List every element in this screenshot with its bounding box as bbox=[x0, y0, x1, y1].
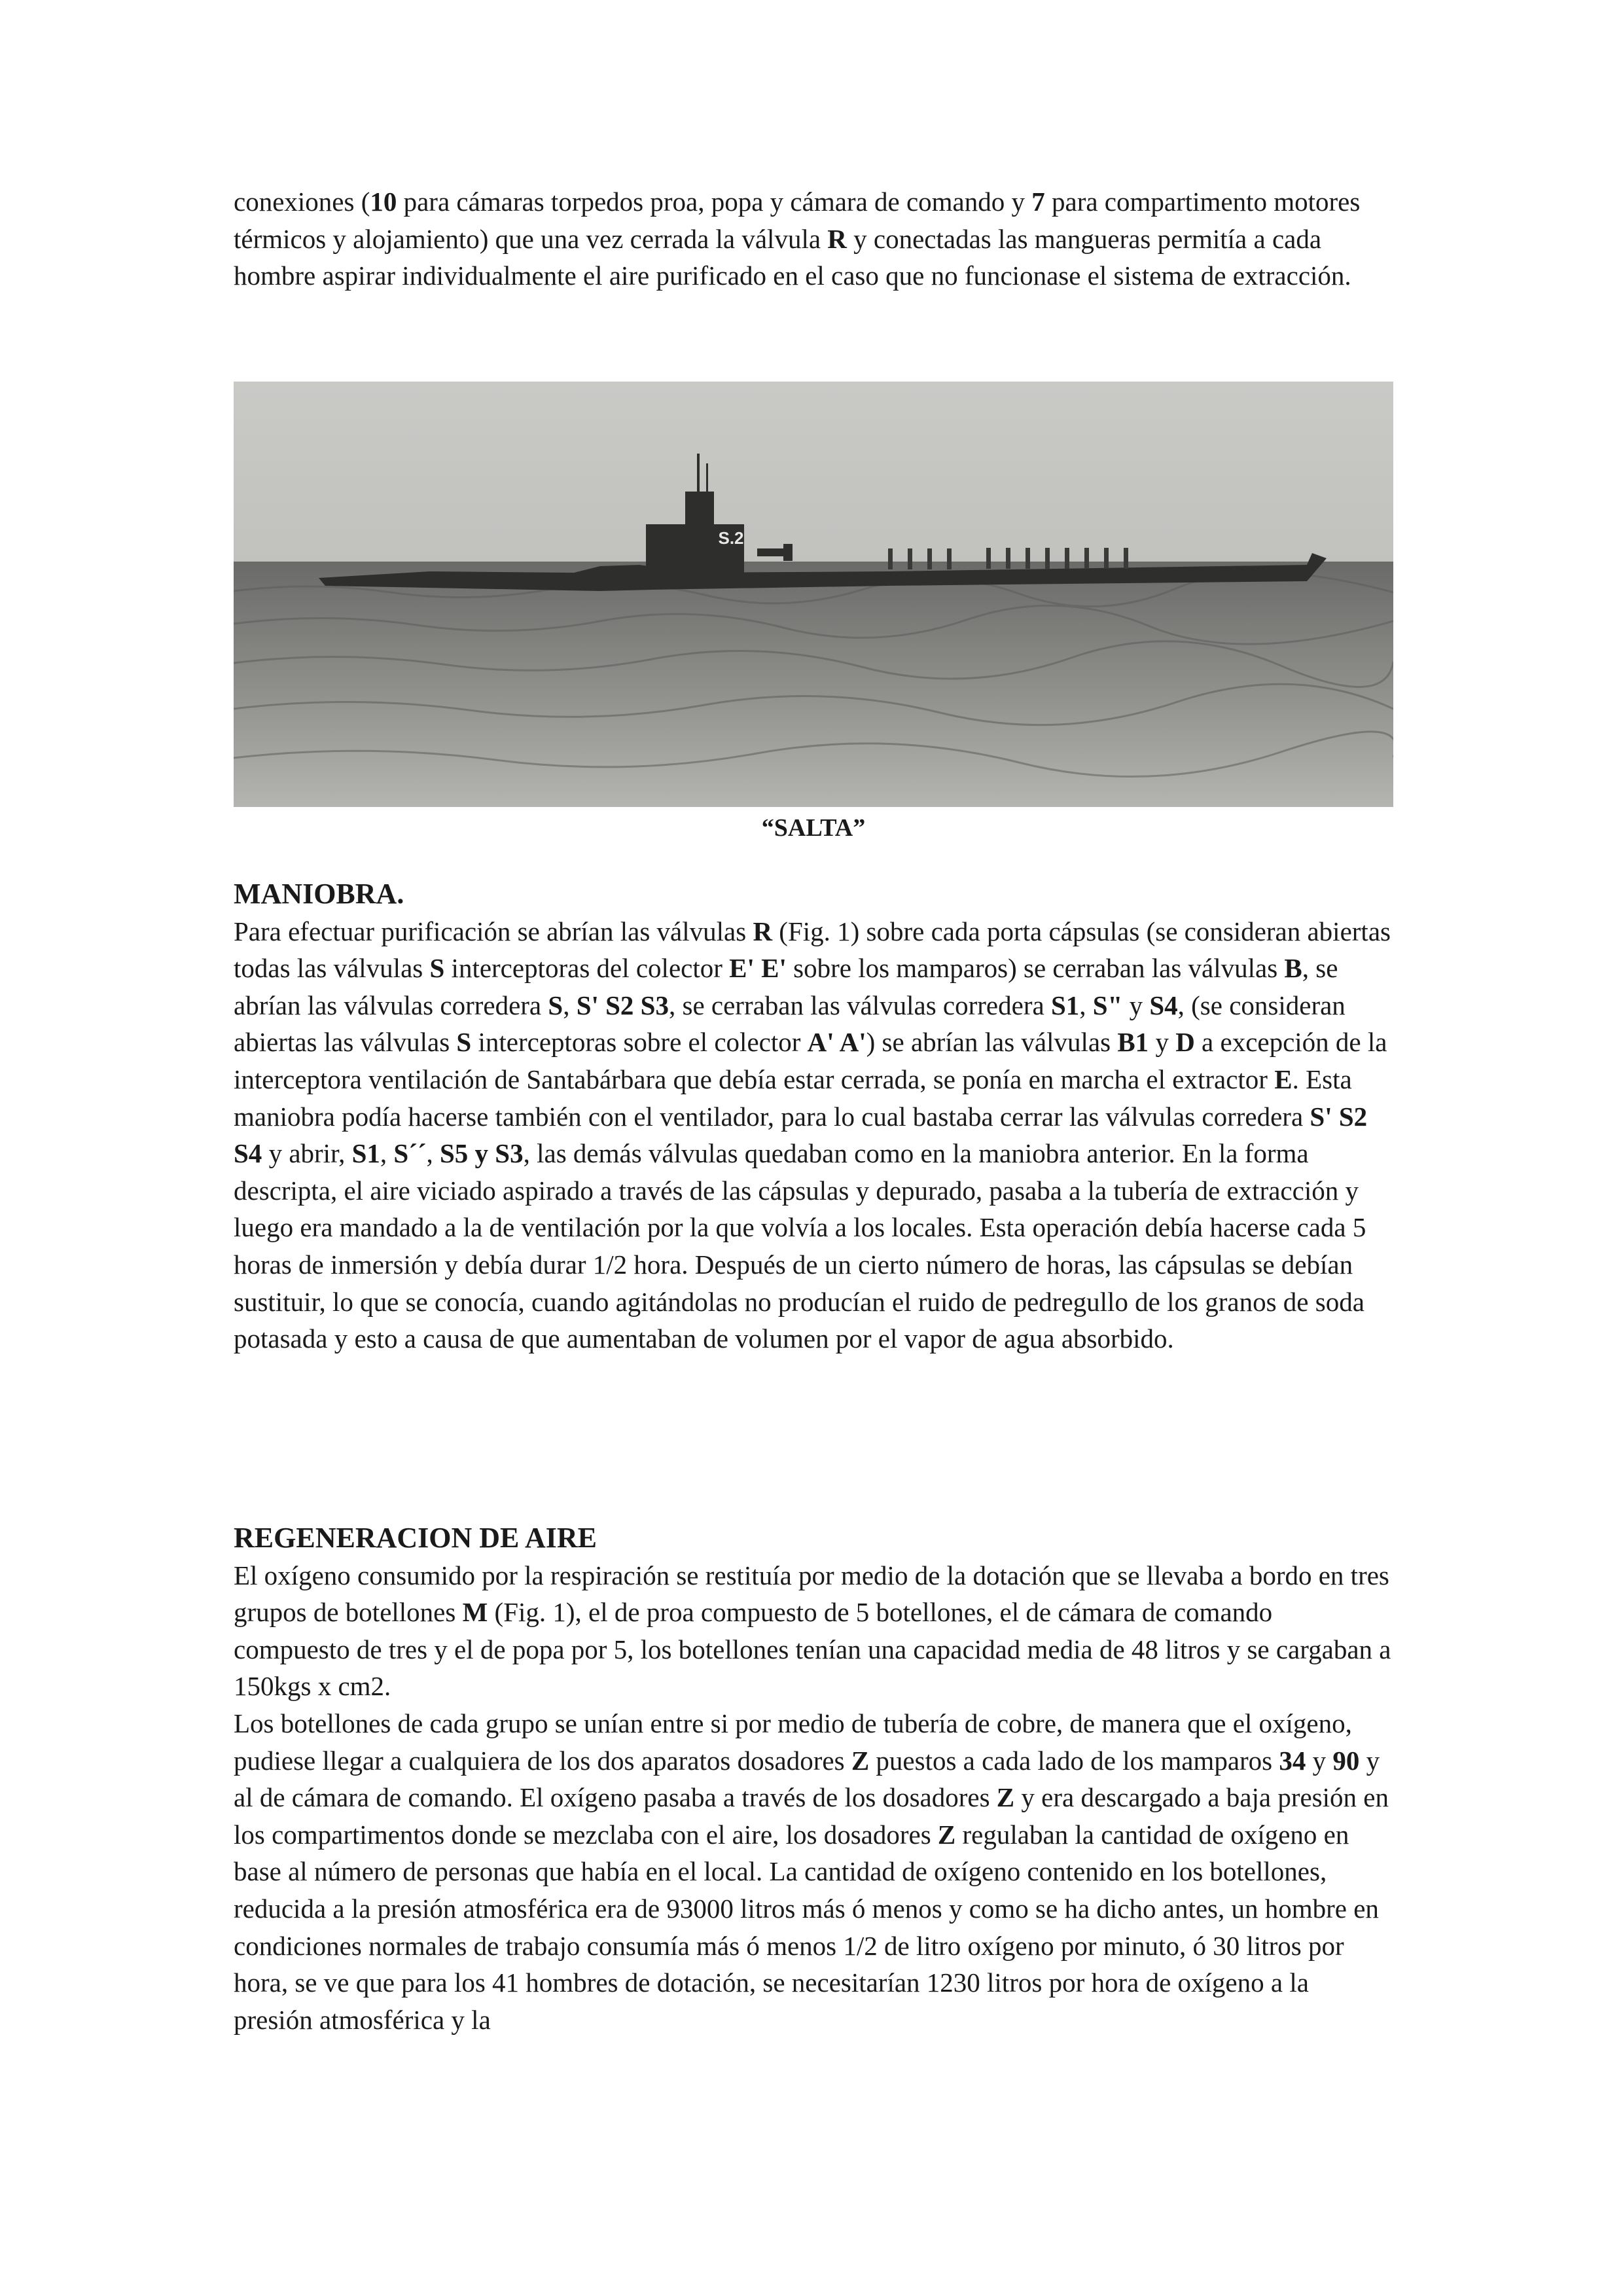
intro-paragraph: conexiones (10 para cámaras torpedos proa, popa y cámara de comando y 7 para compartimento motores térmicos y alojamiento) que una vez cerrada la válvula R y conectadas las mangueras permitía a cada hombre aspirar individualmente el aire purificado en el caso que no funcionase el sistema de extracción. bbox=[234, 187, 1361, 291]
regeneracion-heading: REGENERACION DE AIRE bbox=[234, 1522, 597, 1554]
photo-caption: “SALTA” bbox=[761, 814, 866, 842]
maniobra-paragraph: Para efectuar purificación se abrían las válvulas R (Fig. 1) sobre cada porta cápsulas (se consideran abiertas todas las válvulas S interceptoras del colector E' E' sobre los mamparos) se cerraban las válvulas B, se abrían las válvulas corredera S, S' S2 S3, se cerraban las válvulas corredera S1, S" y S4, (se consideran abiertas las válvulas S interceptoras sobre el colector A' A') se abrían las válvulas B1 y D a excepción de la interceptora ventilación de Santabárbara que debía estar cerrada, se ponía en marcha el extractor E. Esta maniobra podía hacerse también con el ventilador, para lo cual bastaba cerrar las válvulas corredera S' S2 S4 y abrir, S1, S´´, S5 y S3, las demás válvulas quedaban como en la maniobra anterior. En la forma descripta, el aire viciado aspirado a través de las cápsulas y depurado, pasaba a la tubería de extracción y luego era mandado a la de ventilación por la que volvía a los locales. Esta operación debía hacerse cada 5 horas de inmersión y debía durar 1/2 hora. Después de un cierto número de horas, las cápsulas se debían sustituir, lo que se conocía, cuando agitándolas no producían el ruido de pedregullo de los granos de soda potasada y esto a causa de que aumentaban de volumen por el vapor de agua absorbido. bbox=[234, 916, 1391, 1354]
maniobra-heading: MANIOBRA. bbox=[234, 878, 404, 910]
maniobra-section bbox=[234, 876, 1392, 1357]
regeneracion-paragraph-2: Los botellones de cada grupo se unían entre si por medio de tubería de cobre, de manera que el oxígeno, pudiese llegar a cualquiera de los dos aparatos dosadores Z puestos a cada lado de los mamparos 34 y 90 y al de cámara de comando. El oxígeno pasaba a través de los dosadores Z y era descargado a baja presión en los compartimentos donde se mezclaba con el aire, los dosadores Z regulaban la cantidad de oxígeno en base al número de personas que había en el local. La cantidad de oxígeno contenido en los botellones, reducida a la presión atmosférica era de 93000 litros más ó menos y como se ha dicho antes, un hombre en condiciones normales de trabajo consumía más ó menos 1/2 de litro oxígeno por minuto, ó 30 litros por hora, se ve que para los 41 hombres de dotación, se necesitarían 1230 litros por hora de oxígeno a la presión atmosférica y la bbox=[234, 1708, 1389, 2035]
regeneracion-section bbox=[234, 1520, 1392, 2038]
submarine-photo bbox=[234, 382, 1393, 807]
page-body bbox=[234, 183, 1392, 295]
regeneracion-paragraph-1: El oxígeno consumido por la respiración se restituía por medio de la dotación que se llevaba a bordo en tres grupos de botellones M (Fig. 1), el de proa compuesto de 5 botellones, el de cámara de comando compuesto de tres y el de popa por 5, los botellones tenían una capacidad media de 48 litros y se cargaban a 150kgs x cm2. bbox=[234, 1560, 1391, 1702]
hull-marking: S.2 bbox=[718, 528, 744, 548]
